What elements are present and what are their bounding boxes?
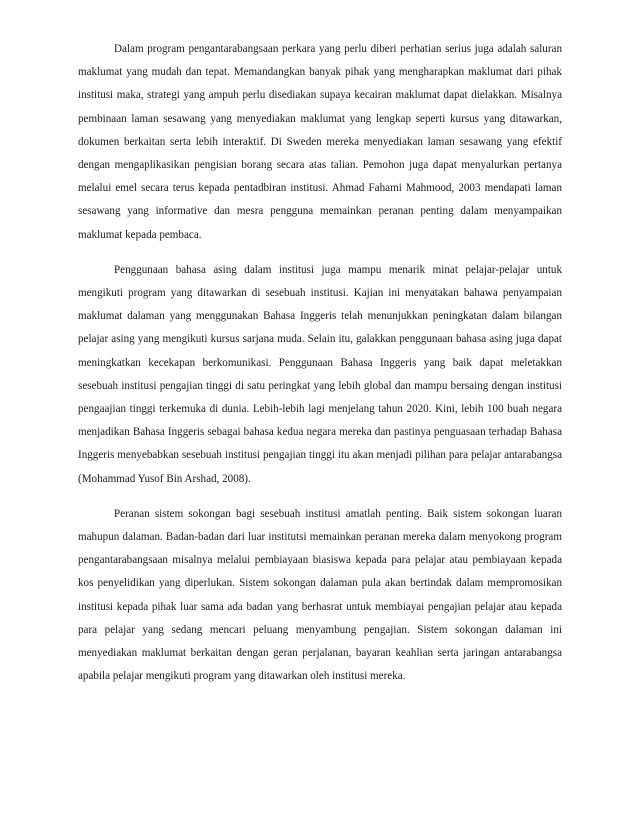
paragraph-foreign-language: Penggunaan bahasa asing dalam institusi juga mampu menarik minat pelajar-pelajar untuk mengikuti program yang ditawarkan di sesebuah institusi. Kajian ini menyatakan bahawa penyampaian maklumat dalaman yang menggunakan Bahasa Inggeris telah menunjukkan peningkatan dalam bilangan pelajar asing yang mengikuti kursus sarjana muda. Selain itu, galakkan penggunaan bahasa asing juga dapat meningkatkan kecekapan berkomunikasi. Penggunaan Bahasa Inggeris yang baik dapat meletakkan sesebuah institusi pengajian tinggi di satu peringkat yang lebih global dan mampu bersaing dengan institusi pengaajian tinggi terkemuka di dunia. Lebih-lebih lagi menjelang tahun 2020. Kini, lebih 100 buah negara menjadikan Bahasa Inggeris sebagai bahasa kedua negara mereka dan pastinya penguasaan terhadap Bahasa Inggeris menyebabkan sesebuah institusi pengajian tinggi itu akan menjadi pilihan para pelajar antarabangsa (Mohammad Yusof Bin Arshad, 2008). — [78, 263, 562, 485]
paragraph-communication: Dalam program pengantarabangsaan perkara yang perlu diberi perhatian serius juga adalah saluran maklumat yang mudah dan tepat. Memandangkan banyak pihak yang mengharapkan maklumat dari pihak institusi maka, strategi yang ampuh perlu disediakan supaya kecairan maklumat dapat dielakkan. Misalnya pembinaan laman sesawang yang menyediakan maklumat yang lengkap seperti kursus yang ditawarkan, dokumen berkaitan serta lebih interaktif. Di Sweden mereka menyediakan laman sesawang yang efektif dengan mengaplikasikan pengisian borang secara atas talian. Pemohon juga dapat menyalurkan pertanya melalui emel secara terus kepada pentadbiran institusi. Ahmad Fahami Mahmood, 2003 mendapati laman sesawang yang informative dan mesra pengguna memainkan peranan penting dalam menyampaikan maklumat kepada pembaca. — [78, 43, 562, 241]
paragraph-support-system: Peranan sistem sokongan bagi sesebuah institusi amatlah penting. Baik sistem sokongan luaran mahupun dalaman. Badan-badan dari luar institutsi memainkan peranan mereka dalam menyokong program pengantarabangsaan misalnya melalui pembiayaan biasiswa kepada para pelajar atau pembiayaan kepada kos penyelidikan yang diperlukan. Sistem sokongan dalaman pula akan bertindak dalam mempromosikan institusi kepada pihak luar sama ada badan yang berhasrat untuk membiayai pengajian pelajar atau kepada para pelajar yang sedang mencari peluang menyambung pengajian. Sistem sokongan dalaman ini menyediakan maklumat berkaitan dengan geran perjalanan, bayaran keahlian serta jaringan antarabangsa apabila pelajar mengikuti program yang ditawarkan oleh institusi mereka. — [78, 507, 562, 683]
document-body — [78, 38, 562, 700]
